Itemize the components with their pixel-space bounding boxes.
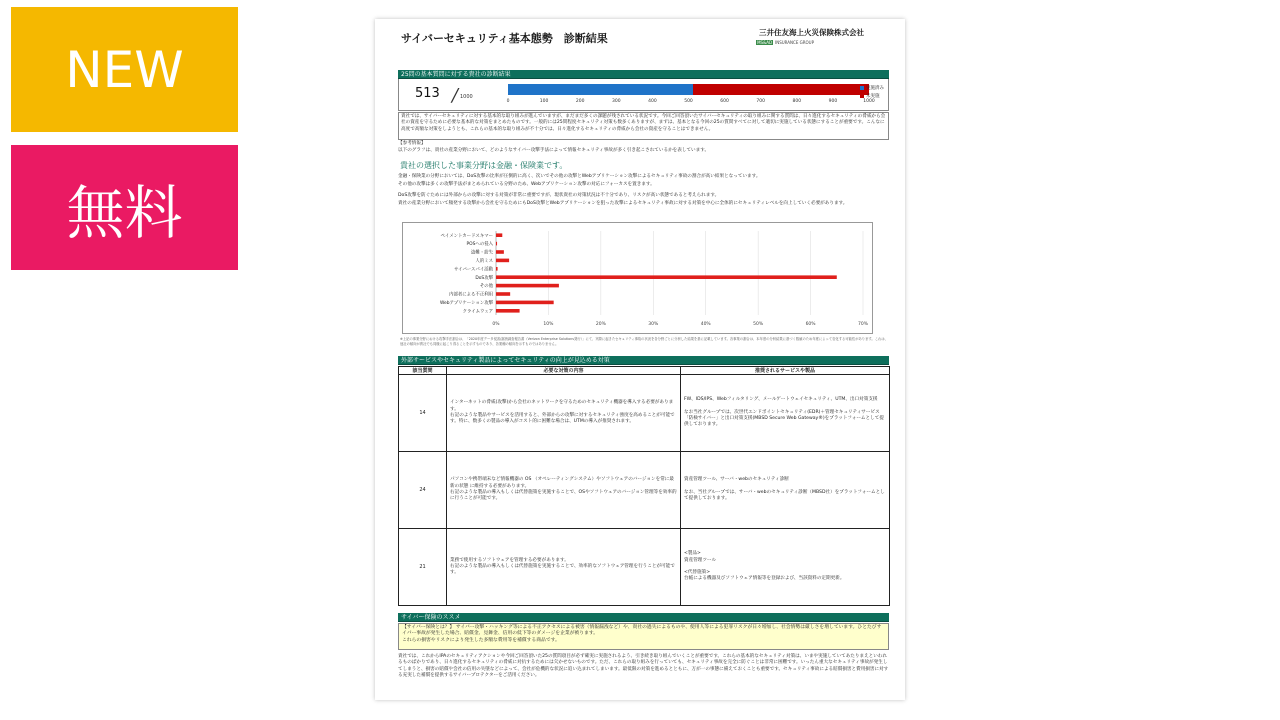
col-content: 必要な対策の内容 xyxy=(447,367,681,375)
chart-x-tick-label: 0% xyxy=(492,322,500,327)
chart-category-label: ペイメントカードスキマー xyxy=(440,233,493,239)
row-content: パソコンや携帯端末など情報機器の OS （オペレーティングシステム）やソフトウェアのバージョンを常に最新の状態 に維持する必要があります。 右記のような製品の導入もしくは代替施策を実施することで、OSやソフトウェアのバージョン管理等を効率的に行うことが可能です。 xyxy=(447,452,681,529)
company-logo-mark: MS&AD xyxy=(757,40,773,45)
chart-bar xyxy=(496,250,504,254)
chart-x-tick-label: 70% xyxy=(857,322,869,327)
chart-bar xyxy=(496,233,502,237)
services-table xyxy=(398,366,890,606)
row-service: <製品> 資産管理ツール <代替施策> 台帳による機器及びソフトウェア情報等を登録および、当該資料の定期更新。 xyxy=(681,529,890,606)
reference-label: 【参考情報】 xyxy=(398,141,426,146)
reference-body-1: 金融・保険業の分野においては、DoS攻撃の比率が圧倒的に高く、次いでその他の攻撃とWebアプリケーション攻撃によるセキュリティ事故の割合が高い結果となっています。 xyxy=(398,174,761,179)
legend-swatch-implemented xyxy=(860,86,864,90)
free-badge: 無料 xyxy=(11,145,238,270)
chart-x-tick-label: 40% xyxy=(700,322,711,327)
insurance-body: 貴社では、これからIPAのセキュリティアクションや今回ご回答頂いた25の質問項目が必ず確実に実施されるよう、引き続き取り組んでいくことが重要です。これらの基本的なセキュリティ対策は、いまや実施していてあたりまえといわれるものばかりであり、日々進化するセキュリティの脅威に対抗するためには欠かせないものです。ただ、これらの取り組みを行っていても、セキュリティ事故を完全に防ぐことは非常に困難です。いったん重大なセキュリティ事故が発生してしまうと、損害の賠償や会社の信用の失墜などによって、会社が危機的な状況に追い込まれてしまいます。最低限の対策を進めるとともに、万が一の事態に備えておくことも重要です。セキュリティ事故による賠償損害と費用損害に対する充実した補償を提供するサイバープロテクターをご活用ください。 xyxy=(398,654,889,678)
score-axis-tick: 900 xyxy=(828,99,838,104)
score-box xyxy=(398,79,889,111)
table-row xyxy=(399,452,890,529)
industry-headline: 貴社の選択した事業分野は金融・保険業です。 xyxy=(400,161,568,170)
score-max: 1000 xyxy=(460,94,473,100)
table-header-row xyxy=(399,367,890,375)
score-description: 貴社では、サイバーセキュリティに対する基本的な取り組みが進んでいますが、まだまだ多くの課題が残されている状況です。今回ご回答頂いたサイバーセキュリティの取り組みに関する質問は、日々進化するセキュリティの脅威から会社の資産を守るために必要な基本的な対策をまとめたものです。一般的には25問程度セキュリティ対策も数多くありますが、まずは、基本となる今回の25の質問すべてに対して適切に実施している状態にすることが重要です。こんなに高度で高額な対策をしようとも、これらの基本的な取り組みが不十分では、日々進化するセキュリティの脅威から会社の資産を守ることはできません。 xyxy=(398,112,889,140)
legend-label-not-implemented: 未実施 xyxy=(866,94,880,99)
chart-bar xyxy=(496,309,520,313)
chart-x-tick-label: 50% xyxy=(753,322,764,327)
col-service: 推奨されるサービスや製品 xyxy=(681,367,890,375)
legend-implemented xyxy=(860,85,884,91)
page-title: サイバーセキュリティ基本態勢 診断結果 xyxy=(401,32,608,45)
score-axis-tick: 400 xyxy=(648,99,657,104)
table-row xyxy=(399,375,890,452)
score-axis-tick: 0 xyxy=(506,99,510,104)
row-service: FW、IDS/IPS、Webフィルタリング、メールゲートウェイセキュリティ、UTM、出口対策支援 なお当社グループでは、次世代エンドポイントセキュリティ(EDR)＋管理セキュリティサービス「防検サイバー」と出口対策支援(MBSD Secure Web Gateway®)をプラットフォームとして提供しております。 xyxy=(681,375,890,452)
score-axis-tick: 200 xyxy=(575,99,585,104)
insurance-box: 【サイバー保険とは？】 サイバー攻撃・ハッキング等による不正アクセスによる被害（情報漏洩など）や、貴社の過失によるものや、使用人等による犯罪リスクが日々増加し、社会情勢は厳しさを増しています。ひとたびサイバー事故が発生した場合、賠償金、見舞金、信用の低下等のダメージを企業が被ります。 これらの損害やリスクにより発生した多額な費用等を補償する商品です。 xyxy=(398,623,889,650)
chart-category-label: その他 xyxy=(479,284,493,290)
reference-body-2: その他の攻撃は多くの攻撃手法がまとめられている分野のため、Webアプリケーション攻撃の対応にフォーカスを置きます。 xyxy=(398,182,655,187)
score-axis-tick: 300 xyxy=(612,99,621,104)
row-question-num: 24 xyxy=(399,452,447,529)
row-question-num: 21 xyxy=(399,529,447,606)
chart-category-label: DoS攻撃 xyxy=(475,275,493,281)
chart-bar xyxy=(496,267,498,271)
row-service: 資産管理ツール、サーバ・webのセキュリティ診断 なお、当社グループでは、サーバ・webのセキュリティ診断（MBSD社）をプラットフォームとして提供しております。 xyxy=(681,452,890,529)
chart-category-label: 内部者による不正利用 xyxy=(449,292,493,298)
chart-category-label: 盗難・紛失 xyxy=(471,250,493,256)
col-question: 該当質問 xyxy=(399,367,447,375)
chart-note: ※上記の事業分野における攻撃手法割合は、「2020年度データ侵害/漏洩調査報告書（Verizon Enterprise Solutions発行）」にて、実際に起きたセキュリティ事故の状況を各分野ごとに分析した結果を基に記載しています。各事業の割合は、本年度の分析結果に基づく数値のため年度によって変化する可能性があります。これは、他社の傾向が貴社でも同様に起こり得ることを示すものであり、各業種の傾向を示すものではありません。 xyxy=(400,337,888,346)
chart-bar xyxy=(496,284,559,288)
chart-x-tick-label: 60% xyxy=(805,322,816,327)
chart-category-label: POSへの侵入 xyxy=(466,242,493,248)
chart-bar xyxy=(496,242,497,246)
chart-bar xyxy=(496,275,837,279)
legend-not-implemented xyxy=(860,93,880,99)
attack-chart xyxy=(402,222,873,334)
chart-bar xyxy=(496,301,554,305)
score-slash: / xyxy=(452,85,459,106)
new-badge: NEW xyxy=(11,7,238,132)
legend-label-implemented: 実施済み xyxy=(866,86,884,91)
legend-swatch-not-implemented xyxy=(860,94,864,98)
chart-x-tick-label: 10% xyxy=(543,322,554,327)
report-page xyxy=(375,19,905,700)
score-section-header: 25問の基本質問に対する貴社の診断結果 xyxy=(398,70,889,79)
reference-body-3: DoS攻撃を防ぐためには外部からの攻撃に対する対策が非常に重要ですが、現状貴社の対策状況は不十分であり、リスクが高い状態であると考えられます。 xyxy=(398,193,720,198)
row-question-num: 14 xyxy=(399,375,447,452)
chart-bar xyxy=(496,259,509,263)
score-value: 513 xyxy=(415,86,440,101)
score-axis-tick: 700 xyxy=(756,99,765,104)
implemented-bar xyxy=(508,84,693,95)
table-row xyxy=(399,529,890,606)
score-axis-tick: 600 xyxy=(720,99,729,104)
company-name: 三井住友海上火災保険株式会社 xyxy=(759,28,864,37)
services-header: 外部サービスやセキュリティ製品によってセキュリティの向上が見込める対策 xyxy=(398,356,889,365)
not-implemented-bar xyxy=(693,84,869,95)
chart-x-tick-label: 20% xyxy=(595,322,606,327)
chart-category-label: 人的ミス xyxy=(475,259,493,264)
score-axis-tick: 800 xyxy=(792,99,802,104)
attack-chart-svg xyxy=(403,223,874,335)
reference-intro: 以下のグラフは、貴社の産業分野において、どのようなサイバー攻撃手法によって情報セキュリティ事故が多く引き起こされているかを表しています。 xyxy=(398,148,710,153)
company-logo xyxy=(756,40,814,45)
insurance-header: サイバー保険のススメ xyxy=(398,613,889,622)
row-content: インターネットの脅威(攻撃)から会社のネットワークを守るためのセキュリティ機器を導入する必要があります。 右記のような製品やサービスを活用すると、外部からの攻撃に対するセキュリティ強度を高めることが可能です。特に、数多くの製品の導入がコスト的に困難な場合は、UTMの導入が推奨されます。 xyxy=(447,375,681,452)
score-axis-tick: 1000 xyxy=(863,99,875,104)
score-axis-tick: 500 xyxy=(684,99,693,104)
chart-x-tick-label: 30% xyxy=(648,322,659,327)
chart-bar xyxy=(496,292,510,296)
chart-category-label: サイバースパイ活動 xyxy=(454,267,493,273)
score-axis-tick: 100 xyxy=(539,99,549,104)
company-logo-sub: INSURANCE GROUP xyxy=(775,40,814,45)
row-content: 業務で使用するソフトウェアを管理する必要があります。 右記のような製品の導入もしくは代替施策を実施することで、効率的なソフトウェア管理を行うことが可能です。 xyxy=(447,529,681,606)
chart-category-label: クライムウェア xyxy=(462,309,493,315)
chart-category-label: Webアプリケーション攻撃 xyxy=(439,301,493,306)
reference-body-4: 貴社の産業分野において頻発する攻撃から会社を守るためにもDoS攻撃とWebアプリケーションを狙った攻撃によるセキュリティ事故に対する対策を中心に全体的にセキュリティレベルを向上していく必要があります。 xyxy=(398,201,848,206)
